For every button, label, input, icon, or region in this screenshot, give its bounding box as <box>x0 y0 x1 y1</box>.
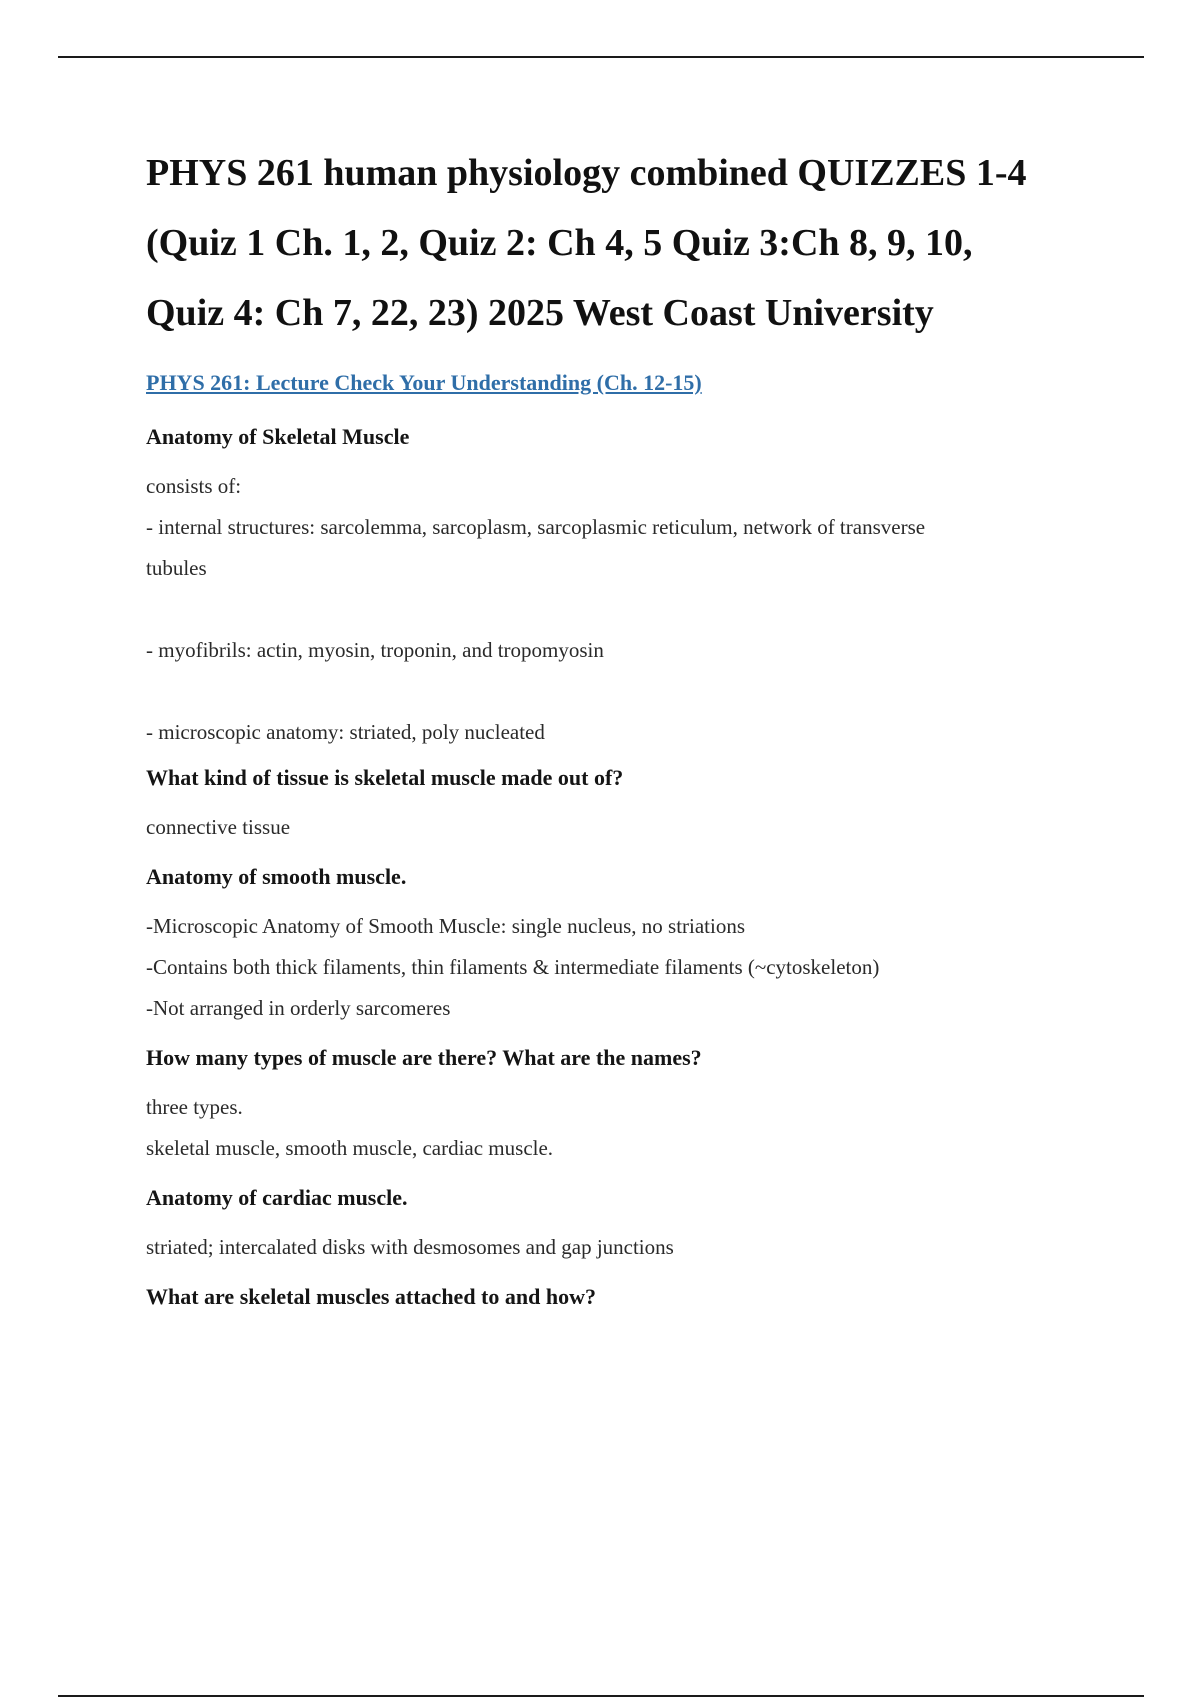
title-line-2: (Quiz 1 Ch. 1, 2, Quiz 2: Ch 4, 5 Quiz 3:Ch 8, 9, 10, <box>146 222 973 264</box>
answer-line: tubules <box>146 556 207 580</box>
document-title <box>146 138 1106 348</box>
answer-line: - microscopic anatomy: striated, poly nucleated <box>146 720 545 744</box>
title-line-3: Quiz 4: Ch 7, 22, 23) 2025 West Coast University <box>146 292 934 334</box>
question-tissue-type: What kind of tissue is skeletal muscle made out of? <box>146 765 624 790</box>
answer-line: -Microscopic Anatomy of Smooth Muscle: single nucleus, no striations <box>146 914 746 938</box>
title-line-1: PHYS 261 human physiology combined QUIZZES 1-4 <box>146 152 1027 194</box>
answer-line: -Contains both thick filaments, thin filaments & intermediate filaments (~cytoskeleton) <box>146 955 880 979</box>
answer-line: -Not arranged in orderly sarcomeres <box>146 996 451 1020</box>
question-skeletal-attachment: What are skeletal muscles attached to and how? <box>146 1284 596 1309</box>
answer-line: - internal structures: sarcolemma, sarcoplasm, sarcoplasmic reticulum, network of transverse <box>146 515 926 539</box>
document-body <box>146 138 1106 1312</box>
answer-line: three types. <box>146 1095 243 1119</box>
answer-line: skeletal muscle, smooth muscle, cardiac muscle. <box>146 1136 554 1160</box>
top-rule <box>58 56 1144 58</box>
question-smooth-anatomy: Anatomy of smooth muscle. <box>146 864 407 889</box>
answer-line: - myofibrils: actin, myosin, troponin, and tropomyosin <box>146 638 604 662</box>
question-cardiac-anatomy: Anatomy of cardiac muscle. <box>146 1185 408 1210</box>
bottom-rule <box>58 1695 1144 1697</box>
question-muscle-types: How many types of muscle are there? What are the names? <box>146 1045 702 1070</box>
answer-line: connective tissue <box>146 815 291 839</box>
answer-line: striated; intercalated disks with desmosomes and gap junctions <box>146 1235 674 1259</box>
answer-line: consists of: <box>146 474 242 498</box>
lecture-check-link[interactable]: PHYS 261: Lecture Check Your Understanding (Ch. 12-15) <box>146 370 702 395</box>
question-skeletal-anatomy: Anatomy of Skeletal Muscle <box>146 424 410 449</box>
